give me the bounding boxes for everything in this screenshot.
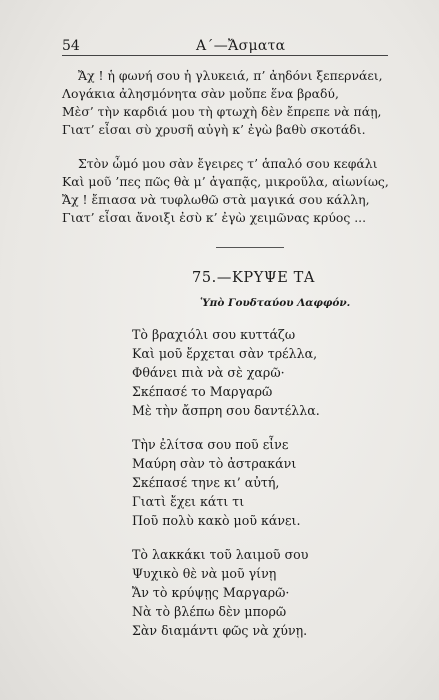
verse-line: Στὸν ὦμό μου σὰν ἔγειρες τ’ ἁπαλό σου κεφάλι [78, 156, 378, 171]
poem-author: Ὑπὸ Γουδταύου Λαφφόν. [200, 297, 351, 309]
verse-line: Σκέπασέ τηνε κι’ αὐτή, [132, 475, 280, 490]
poem-title: 75.—ΚΡΥΨΕ ΤΑ [192, 270, 315, 286]
verse-line: Μὲ τὴν ἄσπρη σου δαντέλλα. [132, 403, 320, 418]
verse-line: Νὰ τὸ βλέπω δὲν μπορῶ [132, 604, 287, 619]
verse-line: Ποῦ πολὺ κακὸ μοῦ κάνει. [132, 513, 301, 528]
section-divider [216, 247, 284, 248]
verse-line: Ἄχ ! ἡ φωνή σου ἡ γλυκειά, π’ ἀηδόνι ξεπερνάει, [78, 68, 383, 83]
verse-line: Τὸ βραχιόλι σου κυττάζω [132, 327, 296, 342]
verse-line: Τὸ λακκάκι τοῦ λαιμοῦ σου [132, 547, 309, 562]
verse-line: Σὰν διαμάντι φῶς νὰ χύνῃ. [132, 623, 308, 638]
verse-line: Γιατ’ εἶσαι σὺ χρυσῆ αὐγὴ κ’ ἐγὼ βαθὺ σκοτάδι. [62, 122, 366, 137]
verse-line: Ἄν τὸ κρύψῃς Μαργαρῶ· [132, 585, 290, 600]
header-rule [62, 55, 388, 56]
verse-line: Καὶ μοῦ ’πες πῶς θὰ μ’ ἀγαπᾷς, μικροῦλα, αἰωνίως, [62, 174, 389, 189]
verse-line: Γιατ’ εἶσαι ἄνοιξι ἐσὺ κ’ ἐγὼ χειμῶνας κρύος ... [62, 210, 367, 225]
verse-line: Μὲσ’ τὴν καρδιά μου τὴ φτωχὴ δὲν ἔπρεπε νὰ πάῃ, [62, 104, 382, 119]
verse-line: Λογάκια ἀλησμόνητα σὰν μοὔπε ἕνα βραδύ, [62, 86, 339, 101]
verse-line: Σκέπασέ το Μαργαρῶ [132, 384, 273, 399]
verse-line: Φθάνει πιὰ νὰ σὲ χαρῶ· [132, 365, 285, 380]
page-number: 54 [62, 38, 80, 54]
verse-line: Γιατὶ ἔχει κάτι τι [132, 494, 245, 509]
verse-line: Καὶ μοῦ ἔρχεται σὰν τρέλλα, [132, 346, 318, 361]
verse-line: Ἄχ ! ἔπιασα νὰ τυφλωθῶ στὰ μαγικά σου κάλλη, [62, 192, 370, 207]
verse-line: Μαύρη σὰν τὸ ἀστρακάνι [132, 456, 297, 471]
verse-line: Τὴν ἐλίτσα σου ποῦ εἶνε [132, 437, 289, 452]
verse-line: Ψυχικὸ θὲ νὰ μοῦ γίνῃ [132, 566, 277, 581]
running-head: Α΄—Ἄσματα [196, 38, 286, 54]
